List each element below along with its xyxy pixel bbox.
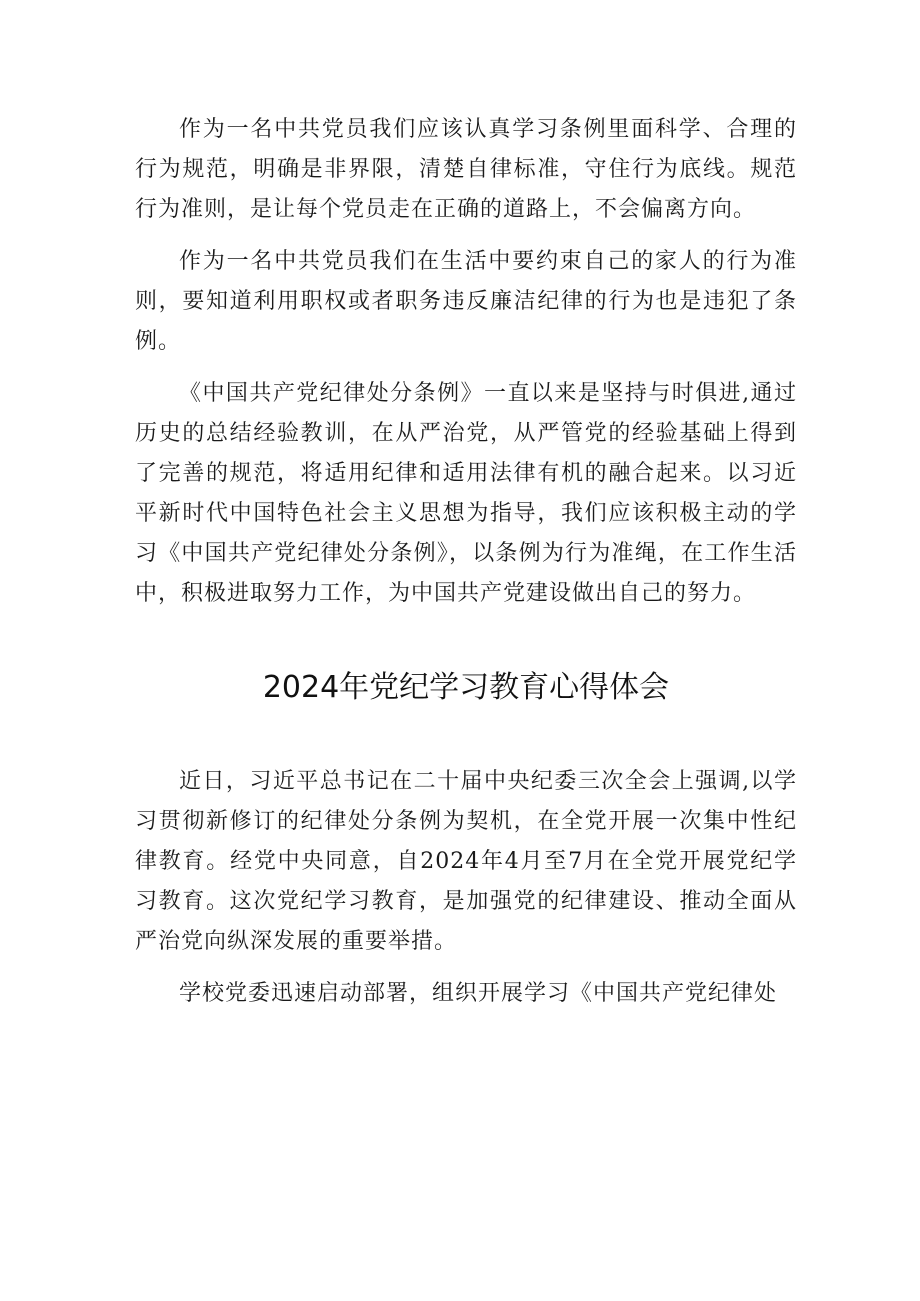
paragraph-rules-conduct: 作为一名中共党员我们应该认真学习条例里面科学、合理的行为规范，明确是非界限，清楚自律标准，守住行为底线。规范行为准则，是让每个党员走在正确的道路上，不会偏离方向。: [135, 117, 797, 222]
paragraph-school-deployment: 学校党委迅速启动部署，组织开展学习《中国共产党纪律处: [179, 981, 778, 1006]
document-body: [135, 110, 797, 1026]
paragraph-family-conduct: 作为一名中共党员我们在生活中要约束自己的家人的行为准则，要知道利用职权或者职务违反廉洁纪律的行为也是违犯了条例。: [135, 249, 797, 354]
paragraph-discipline-education: 近日，习近平总书记在二十届中央纪委三次全会上强调,以学习贯彻新修订的纪律处分条例为契机，在全党开展一次集中性纪律教育。经党中央同意，自2024年4月至7月在全党开展党纪学习教育。这次党纪学习教育，是加强党的纪律建设、推动全面从严治党向纵深发展的重要举措。: [135, 769, 797, 954]
paragraph-regulation-study: 《中国共产党纪律处分条例》一直以来是坚持与时俱进,通过历史的总结经验教训，在从严治党，从严管党的经验基础上得到了完善的规范，将适用纪律和适用法律有机的融合起来。以习近平新时代中国特色社会主义思想为指导，我们应该积极主动的学习《中国共产党纪律处分条例》，以条例为行为准绳，在工作生活中，积极进取努力工作，为中国共产党建设做出自己的努力。: [135, 381, 797, 606]
section-title: 2024年党纪学习教育心得体会: [262, 670, 670, 705]
